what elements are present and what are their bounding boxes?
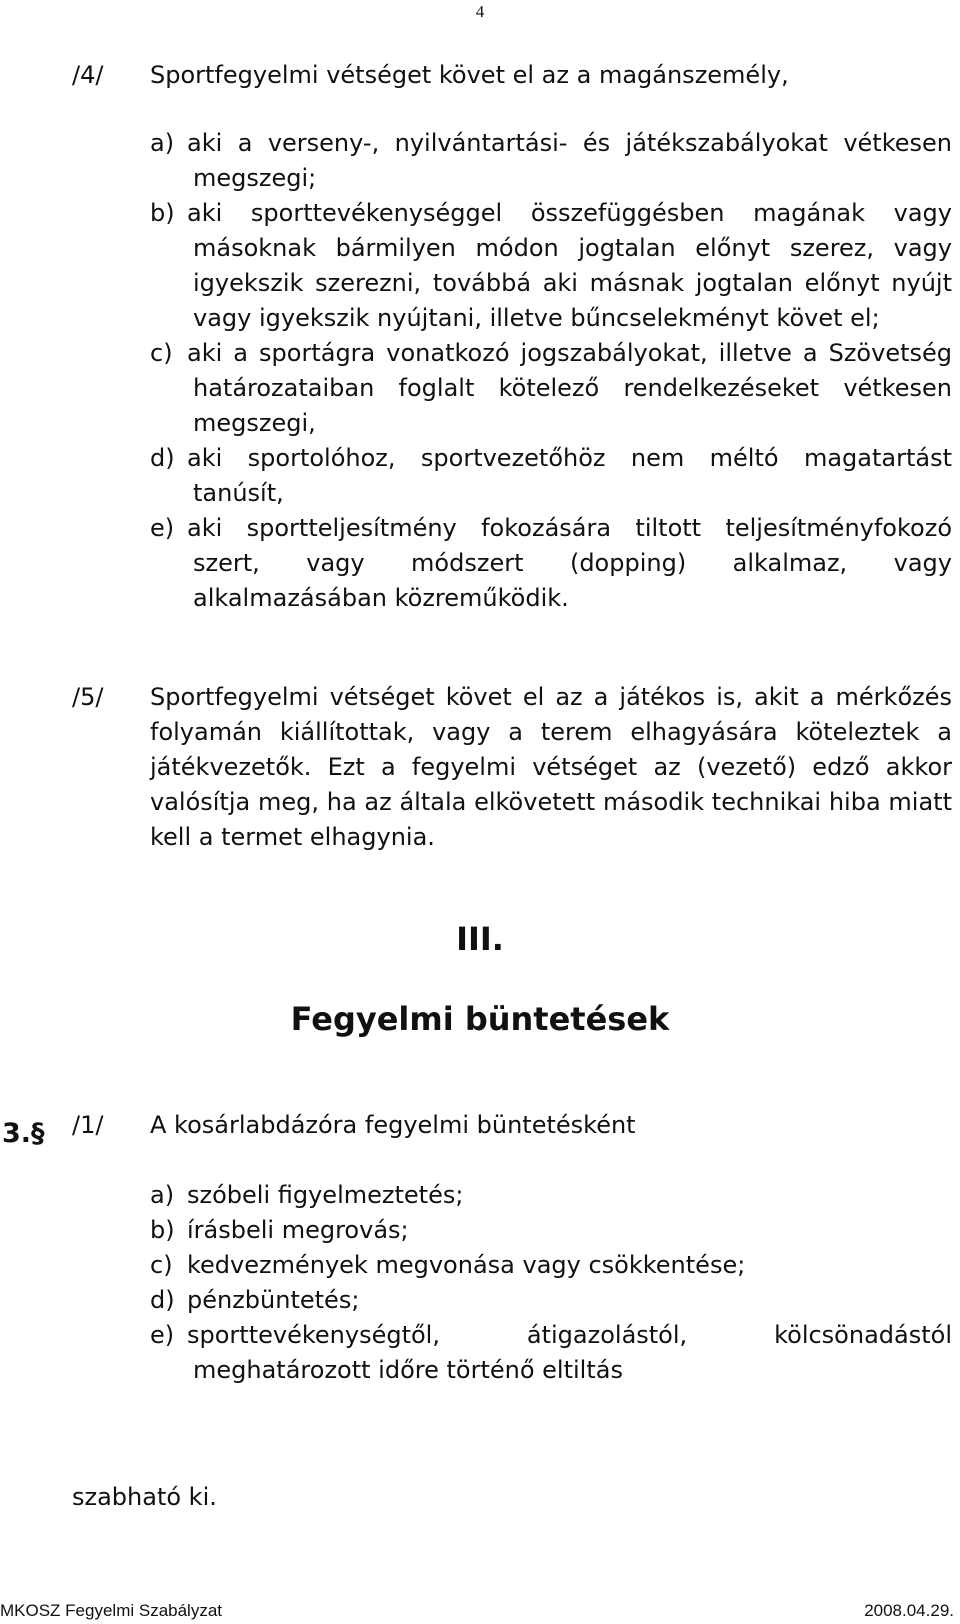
paragraph-5-label: /5/ — [72, 683, 104, 711]
paragraph-5-text: Sportfegyelmi vétséget követ el az a játékos is, akit a mérkőzés folyamán kiállítottak, vagy a terem elhagyására köteleztek a játékvezetők. Ezt a fegyelmi vétséget az (vezető) edző akkor valósítja meg, ha az általa elkövetett második technikai hiba miatt kell a termet elhagynia. — [150, 683, 952, 851]
list-item-text: aki sportolóhoz, sportvezetőhöz nem méltó magatartást tanúsít, — [187, 444, 952, 507]
paragraph-4-label: /4/ — [72, 61, 104, 89]
list-item — [150, 336, 952, 441]
list-item-marker: e) — [150, 1321, 175, 1349]
list-item — [150, 1248, 952, 1283]
footer-document-title: MKOSZ Fegyelmi Szabályzat — [0, 1601, 223, 1620]
page-number: 4 — [475, 2, 485, 21]
list-item-text: pénzbüntetés; — [187, 1286, 360, 1314]
list-item-text: aki a verseny-, nyilvántartási- és játékszabályokat vétkesen megszegi; — [187, 129, 952, 192]
list-item-marker: c) — [150, 1251, 173, 1279]
section-paragraph-1-label: /1/ — [72, 1111, 104, 1139]
closing-text: szabható ki. — [72, 1483, 217, 1511]
list-item-marker: a) — [150, 129, 175, 157]
footer-date: 2008.04.29. — [864, 1601, 954, 1620]
section-number: 3.§ — [2, 1118, 45, 1149]
penalties-list — [150, 1178, 952, 1388]
chapter-number: III. — [456, 920, 504, 958]
list-item-marker: d) — [150, 444, 175, 472]
list-item — [150, 1178, 952, 1213]
list-item-marker: c) — [150, 339, 173, 367]
list-item-marker: b) — [150, 199, 175, 227]
section-paragraph-1-intro: A kosárlabdázóra fegyelmi büntetésként — [150, 1111, 636, 1139]
list-item — [150, 1283, 952, 1318]
paragraph-4-intro: Sportfegyelmi vétséget követ el az a magánszemély, — [150, 61, 789, 89]
list-item-text: kedvezmények megvonása vagy csökkentése; — [187, 1251, 746, 1279]
list-item — [150, 196, 952, 336]
list-item-text: aki sporttevékenységgel összefüggésben magának vagy másoknak bármilyen módon jogtalan előnyt szerez, vagy igyekszik szerezni, továbbá aki másnak jogtalan előnyt nyújt vagy igyekszik nyújtani, illetve bűncselekményt követ el; — [187, 199, 952, 332]
list-item — [150, 126, 952, 196]
chapter-title: Fegyelmi büntetések — [290, 1000, 670, 1038]
list-item-marker: e) — [150, 514, 175, 542]
paragraph-4-list — [150, 126, 952, 616]
list-item — [150, 1213, 952, 1248]
list-item-text: aki a sportágra vonatkozó jogszabályokat, illetve a Szövetség határozataiban foglalt kötelező rendelkezéseket vétkesen megszegi, — [187, 339, 952, 437]
list-item-marker: b) — [150, 1216, 175, 1244]
list-item-marker: d) — [150, 1286, 175, 1314]
list-item — [150, 1318, 952, 1388]
list-item-text: szóbeli figyelmeztetés; — [187, 1181, 464, 1209]
list-item-text: írásbeli megrovás; — [187, 1216, 409, 1244]
list-item — [150, 441, 952, 511]
list-item — [150, 511, 952, 616]
list-item-text: sporttevékenységtől, átigazolástól, kölcsönadástól meghatározott időre történő eltiltás — [187, 1321, 952, 1384]
list-item-marker: a) — [150, 1181, 175, 1209]
list-item-text: aki sportteljesítmény fokozására tiltott teljesítményfokozó szert, vagy módszert (dopping) alkalmaz, vagy alkalmazásában közreműködik. — [187, 514, 952, 612]
